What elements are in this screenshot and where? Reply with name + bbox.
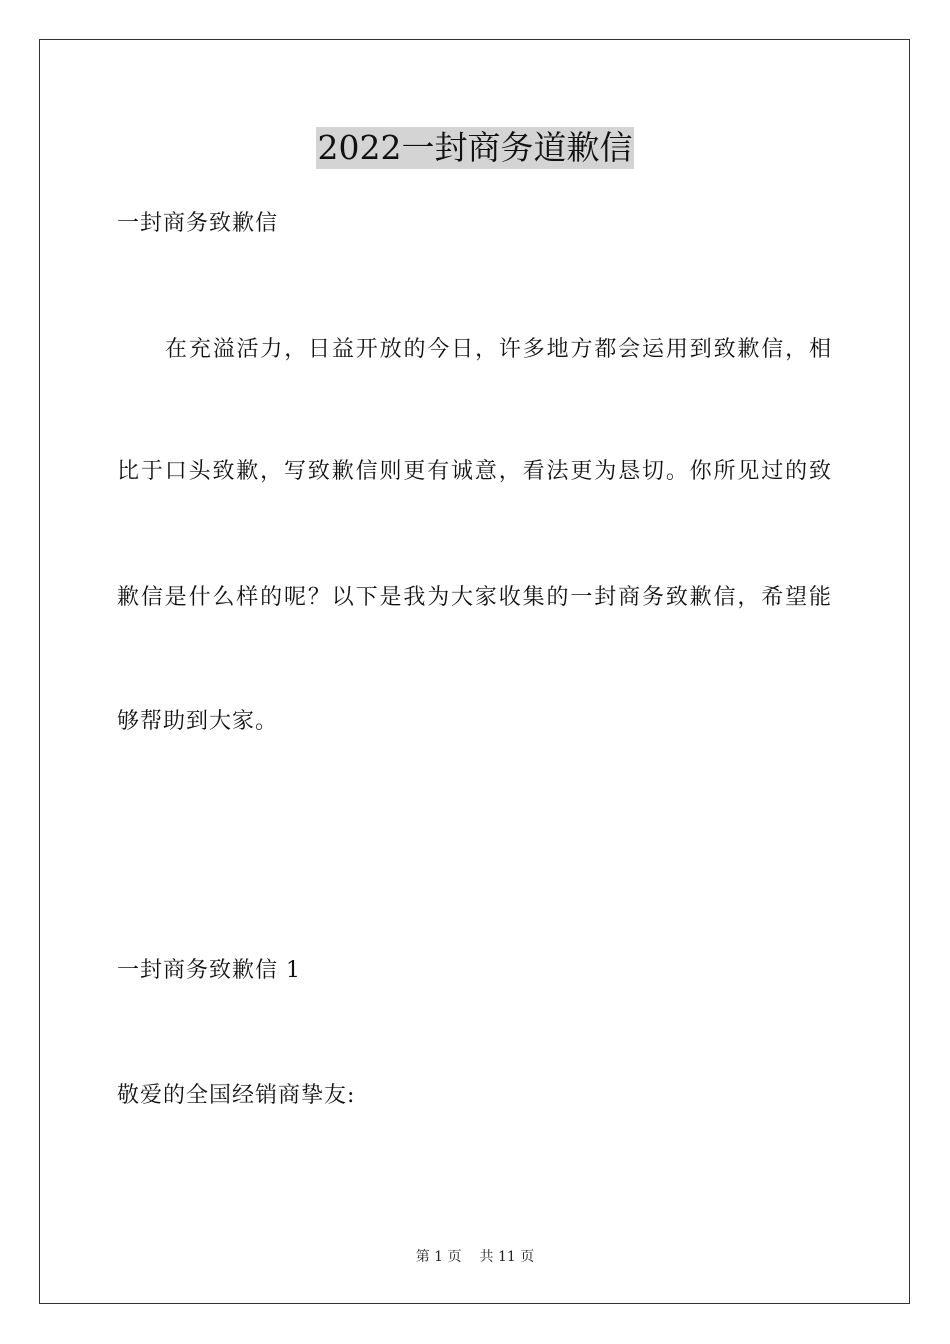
subtitle: 一封商务致歉信 [117, 211, 279, 236]
page-total: 共 11 页 [479, 1249, 535, 1265]
title-container [0, 127, 950, 169]
intro-line-4: 够帮助到大家。 [117, 709, 279, 734]
page-number: 第 1 页 [415, 1249, 462, 1265]
salutation: 敬爱的全国经销商挚友: [117, 1083, 356, 1108]
intro-line-2: 比于口头致歉，写致歉信则更有诚意，看法更为恳切。你所见过的致 [117, 459, 832, 484]
document-title: 2022一封商务道歉信 [317, 128, 633, 167]
intro-line-3: 歉信是什么样的呢？以下是我为大家收集的一封商务致歉信，希望能 [117, 585, 832, 610]
section-heading: 一封商务致歉信 1 [117, 958, 301, 983]
intro-line-1: 在充溢活力，日益开放的今日，许多地方都会运用到致歉信，相 [165, 337, 832, 362]
page-footer [0, 1248, 950, 1266]
